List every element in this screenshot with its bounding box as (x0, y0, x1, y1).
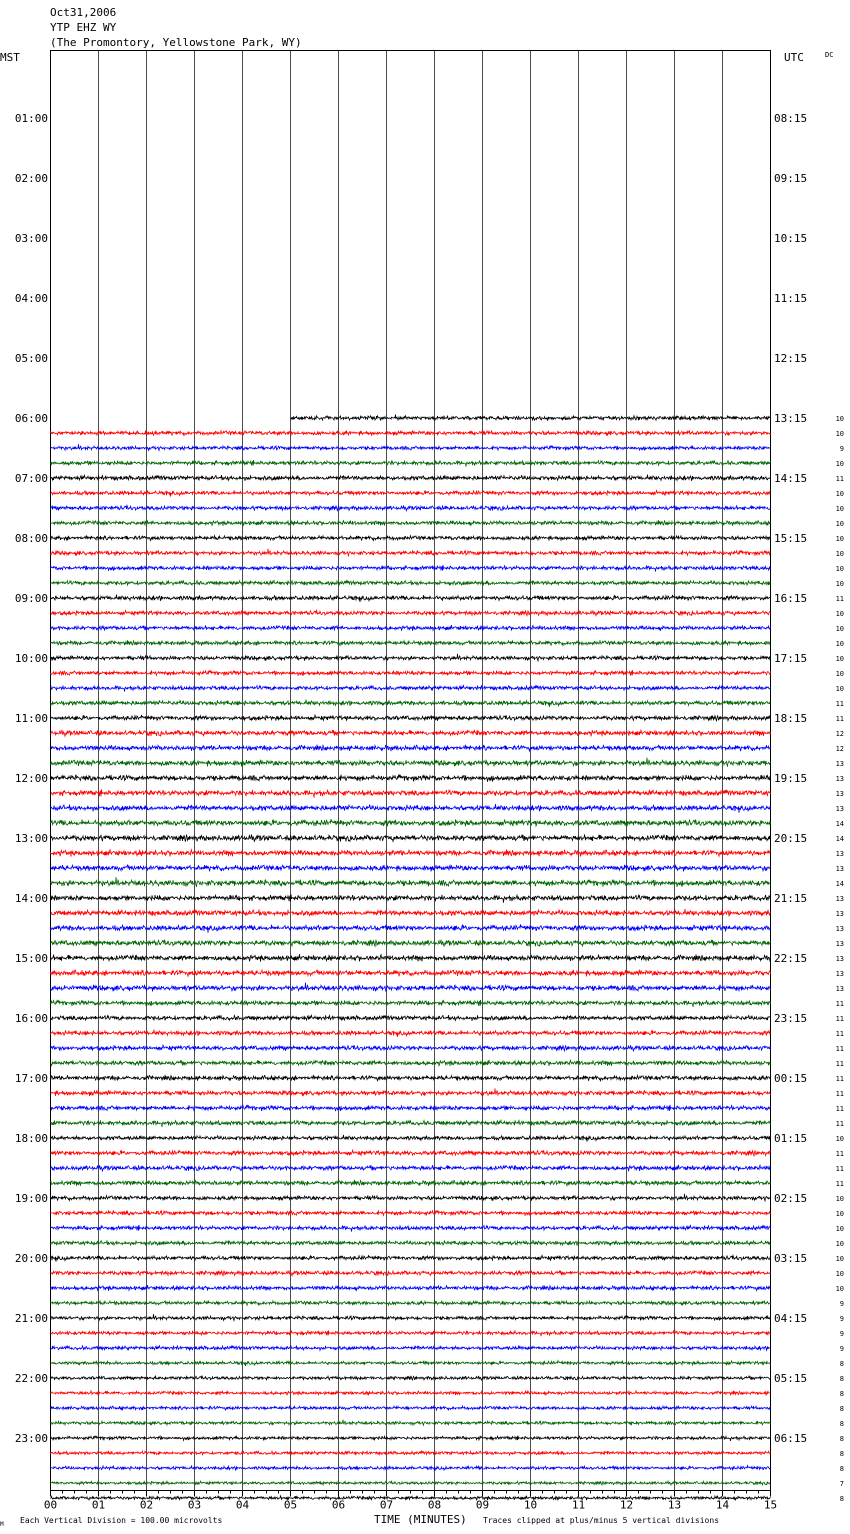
utc-hour-label: 06:15 (774, 1432, 808, 1445)
utc-hour-label: 01:15 (774, 1132, 808, 1145)
scale-note: Each Vertical Division = 100.00 microvolts (20, 1516, 223, 1525)
mst-hour-label: 17:00 (14, 1072, 48, 1085)
row-amplitude-label: 8 (839, 1420, 844, 1428)
utc-hour-label: 03:15 (774, 1252, 808, 1265)
row-amplitude-label: 10 (835, 640, 844, 648)
row-amplitude-label: 10 (835, 1225, 844, 1233)
x-tick-label: 00 (43, 1498, 58, 1512)
mst-hour-label: 11:00 (14, 712, 48, 725)
row-amplitude-label: 10 (835, 490, 844, 498)
utc-hour-label: 17:15 (774, 652, 808, 665)
utc-hour-label: 11:15 (774, 292, 808, 305)
x-tick-label: 05 (283, 1498, 298, 1512)
mst-hour-label: 14:00 (14, 892, 48, 905)
row-amplitude-label: 13 (835, 940, 844, 948)
row-amplitude-label: 13 (835, 970, 844, 978)
x-tick-label: 06 (331, 1498, 346, 1512)
mst-hour-label: 20:00 (14, 1252, 48, 1265)
row-amplitude-label: 10 (835, 685, 844, 693)
row-amplitude-label: 10 (835, 415, 844, 423)
row-amplitude-label: 11 (835, 1015, 844, 1023)
mst-hour-label: 15:00 (14, 952, 48, 965)
utc-hour-label: 15:15 (774, 532, 808, 545)
row-amplitude-label: 11 (835, 1060, 844, 1068)
row-amplitude-label: 10 (835, 1240, 844, 1248)
row-amplitude-label: 10 (835, 1135, 844, 1143)
row-amplitude-label: 13 (835, 760, 844, 768)
mst-hour-label: 22:00 (14, 1372, 48, 1385)
row-amplitude-label: 13 (835, 850, 844, 858)
mst-hour-label: 05:00 (14, 352, 48, 365)
row-amplitude-label: 8 (839, 1465, 844, 1473)
utc-hour-label: 22:15 (774, 952, 808, 965)
mst-hour-label: 12:00 (14, 772, 48, 785)
mst-hour-label: 02:00 (14, 172, 48, 185)
x-tick-label: 08 (427, 1498, 442, 1512)
utc-hour-label: 21:15 (774, 892, 808, 905)
row-amplitude-label: 8 (839, 1390, 844, 1398)
utc-hour-label: 23:15 (774, 1012, 808, 1025)
corner-mark: M (0, 1521, 4, 1528)
mst-hour-label: 06:00 (14, 412, 48, 425)
row-amplitude-label: 8 (839, 1405, 844, 1413)
row-amplitude-label: 11 (835, 1030, 844, 1038)
utc-hour-label: 18:15 (774, 712, 808, 725)
mst-hour-label: 18:00 (14, 1132, 48, 1145)
row-amplitude-label: 14 (835, 880, 844, 888)
mst-hour-label: 04:00 (14, 292, 48, 305)
mst-hour-label: 10:00 (14, 652, 48, 665)
row-amplitude-label: 10 (835, 580, 844, 588)
row-amplitude-label: 14 (835, 835, 844, 843)
plot-frame (51, 51, 771, 1491)
mst-hour-label: 16:00 (14, 1012, 48, 1025)
row-amplitude-label: 11 (835, 595, 844, 603)
row-amplitude-label: 10 (835, 460, 844, 468)
dc-label: DC (825, 51, 834, 59)
row-amplitude-label: 8 (839, 1435, 844, 1443)
row-amplitude-label: 13 (835, 955, 844, 963)
row-amplitude-label: 11 (835, 1165, 844, 1173)
mst-hour-label: 07:00 (14, 472, 48, 485)
row-amplitude-label: 9 (839, 1300, 844, 1308)
row-amplitude-label: 13 (835, 805, 844, 813)
mst-hour-label: 03:00 (14, 232, 48, 245)
utc-hour-label: 02:15 (774, 1192, 808, 1205)
x-tick-label: 12 (619, 1498, 634, 1512)
station-label: YTP EHZ WY (50, 21, 117, 34)
utc-hour-label: 00:15 (774, 1072, 808, 1085)
row-amplitude-label: 13 (835, 865, 844, 873)
x-tick-label: 10 (523, 1498, 538, 1512)
utc-hour-label: 20:15 (774, 832, 808, 845)
row-amplitude-label: 9 (839, 1315, 844, 1323)
row-amplitude-label: 10 (835, 550, 844, 558)
row-amplitude-label: 12 (835, 745, 844, 753)
x-tick-label: 07 (379, 1498, 394, 1512)
row-amplitude-label: 10 (835, 670, 844, 678)
right-axis-title: UTC (784, 51, 804, 64)
row-amplitude-label: 9 (839, 1330, 844, 1338)
utc-hour-label: 19:15 (774, 772, 808, 785)
row-amplitude-label: 9 (839, 1345, 844, 1353)
left-axis-title: MST (0, 51, 20, 64)
mst-hour-label: 01:00 (14, 112, 48, 125)
x-tick-label: 03 (187, 1498, 202, 1512)
row-amplitude-label: 10 (835, 1255, 844, 1263)
row-amplitude-label: 11 (835, 1075, 844, 1083)
row-amplitude-label: 7 (839, 1480, 844, 1488)
row-amplitude-label: 13 (835, 910, 844, 918)
row-amplitude-label: 10 (835, 430, 844, 438)
mst-hour-label: 09:00 (14, 592, 48, 605)
row-amplitude-label: 10 (835, 565, 844, 573)
row-amplitude-label: 10 (835, 655, 844, 663)
x-tick-label: 02 (139, 1498, 154, 1512)
x-tick-label: 13 (667, 1498, 682, 1512)
row-amplitude-label: 10 (835, 610, 844, 618)
utc-hour-label: 04:15 (774, 1312, 808, 1325)
location-label: (The Promontory, Yellowstone Park, WY) (50, 36, 302, 49)
utc-hour-label: 10:15 (774, 232, 808, 245)
clip-note: Traces clipped at plus/minus 5 vertical divisions (483, 1516, 720, 1525)
utc-hour-label: 13:15 (774, 412, 808, 425)
utc-hour-label: 08:15 (774, 112, 808, 125)
row-amplitude-label: 10 (835, 520, 844, 528)
row-amplitude-label: 11 (835, 1000, 844, 1008)
row-amplitude-label: 10 (835, 1285, 844, 1293)
row-amplitude-label: 11 (835, 475, 844, 483)
row-amplitude-label: 10 (835, 535, 844, 543)
row-amplitude-label: 9 (839, 445, 844, 453)
row-amplitude-label: 10 (835, 1210, 844, 1218)
row-amplitude-label: 11 (835, 1045, 844, 1053)
row-amplitude-label: 8 (839, 1495, 844, 1503)
x-axis-title: TIME (MINUTES) (374, 1513, 467, 1526)
x-tick-label: 14 (715, 1498, 730, 1512)
row-amplitude-label: 13 (835, 790, 844, 798)
row-amplitude-label: 8 (839, 1450, 844, 1458)
seismic-trace-row (51, 1496, 771, 1501)
utc-hour-label: 12:15 (774, 352, 808, 365)
row-amplitude-label: 11 (835, 1105, 844, 1113)
utc-hour-label: 14:15 (774, 472, 808, 485)
row-amplitude-label: 13 (835, 895, 844, 903)
row-amplitude-label: 11 (835, 1090, 844, 1098)
row-amplitude-label: 10 (835, 625, 844, 633)
date-label: Oct31,2006 (50, 6, 117, 19)
x-tick-label: 09 (475, 1498, 490, 1512)
mst-hour-label: 08:00 (14, 532, 48, 545)
row-amplitude-label: 13 (835, 925, 844, 933)
row-amplitude-label: 13 (835, 775, 844, 783)
utc-hour-labels (774, 112, 807, 1445)
row-amplitude-label: 13 (835, 985, 844, 993)
x-tick-label: 01 (91, 1498, 106, 1512)
row-amplitude-label: 11 (835, 700, 844, 708)
mst-hour-label: 19:00 (14, 1192, 48, 1205)
row-amplitude-label: 10 (835, 1270, 844, 1278)
row-amplitude-label: 11 (835, 1120, 844, 1128)
row-amplitude-label: 8 (839, 1360, 844, 1368)
mst-hour-label: 23:00 (14, 1432, 48, 1445)
mst-hour-labels (15, 112, 48, 1445)
row-amplitude-label: 10 (835, 505, 844, 513)
mst-hour-label: 21:00 (14, 1312, 48, 1325)
row-amplitude-label: 11 (835, 1180, 844, 1188)
x-tick-label: 11 (571, 1498, 586, 1512)
row-amplitude-label: 14 (835, 820, 844, 828)
row-amplitude-label: 11 (835, 1150, 844, 1158)
row-amplitude-label: 8 (839, 1375, 844, 1383)
row-amplitude-label: 11 (835, 715, 844, 723)
row-amplitude-labels (836, 415, 844, 1503)
x-tick-label: 15 (763, 1498, 778, 1512)
utc-hour-label: 09:15 (774, 172, 808, 185)
x-tick-label: 04 (235, 1498, 250, 1512)
x-axis-ticks (44, 1491, 777, 1512)
utc-hour-label: 05:15 (774, 1372, 808, 1385)
utc-hour-label: 16:15 (774, 592, 808, 605)
mst-hour-label: 13:00 (14, 832, 48, 845)
row-amplitude-label: 10 (835, 1195, 844, 1203)
row-amplitude-label: 12 (835, 730, 844, 738)
